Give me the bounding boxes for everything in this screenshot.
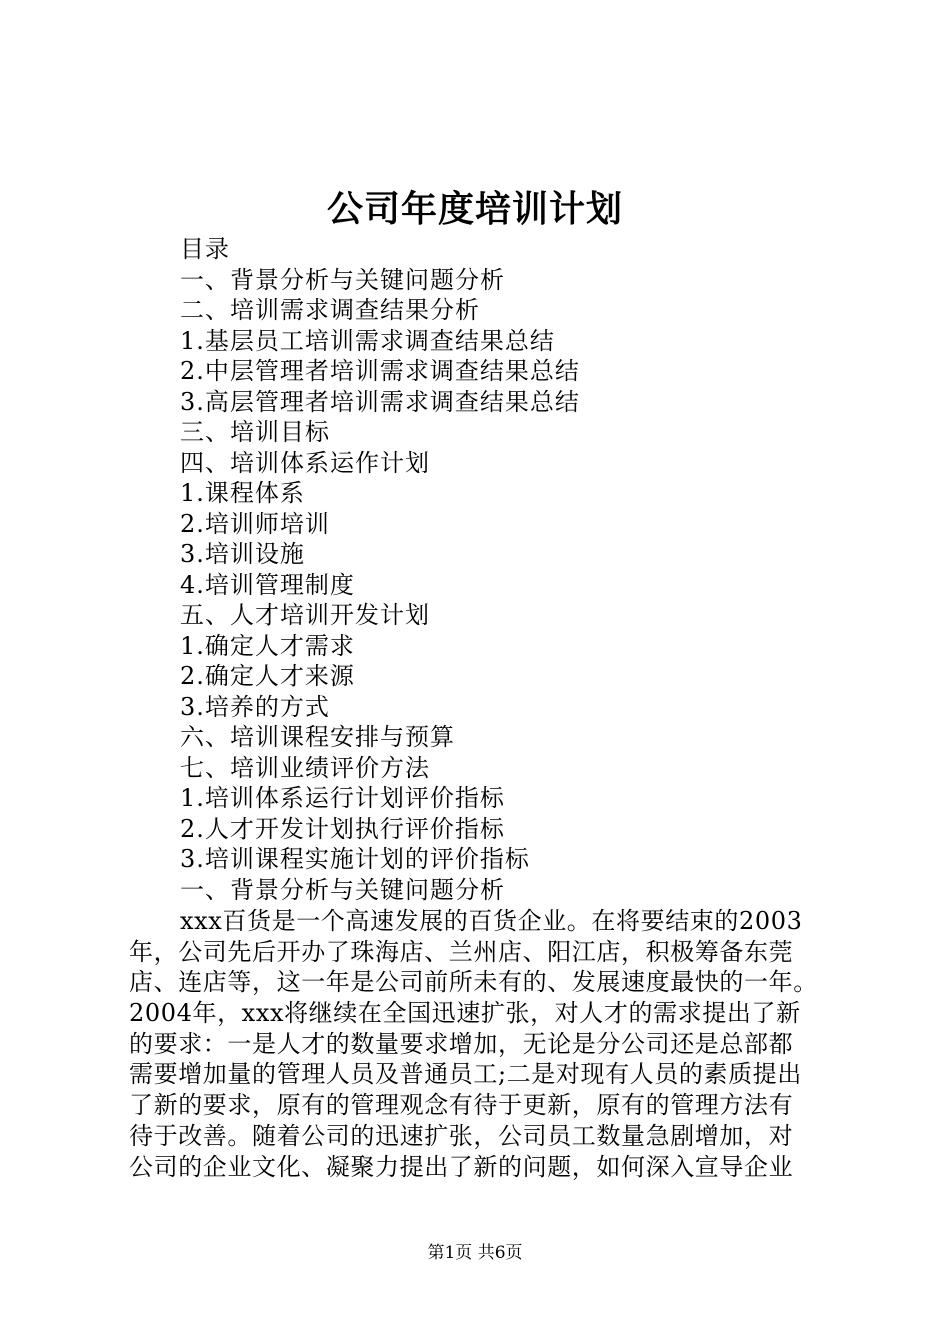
page-title: 公司年度培训计划 [326, 188, 623, 230]
paragraph-line: 2004年，xxx将继续在全国迅速扩张，对人才的需求提出了新 [129, 999, 801, 1028]
toc-item: 3.培养的方式 [180, 692, 330, 721]
toc-item: 1.确定人才需求 [180, 631, 355, 660]
toc-item: 1.课程体系 [180, 479, 305, 507]
body-paragraph [129, 906, 835, 1182]
toc-item: 2.人才开发计划执行评价指标 [180, 814, 505, 843]
toc-item: 3.高层管理者培训需求调查结果总结 [180, 387, 580, 416]
toc-item: 四、培训体系运作计划 [180, 448, 430, 477]
toc-item: 3.培训设施 [180, 540, 305, 568]
toc-item: 三、培训目标 [180, 418, 330, 446]
table-of-contents [180, 234, 580, 875]
paragraph-line: 的要求：一是人才的数量要求增加，无论是分公司还是总部都 [129, 1029, 794, 1058]
paragraph-line: 了新的要求，原有的管理观念有待于更新，原有的管理方法有 [129, 1091, 794, 1120]
toc-item: 3.培训课程实施计划的评价指标 [180, 845, 530, 873]
toc-item: 二、培训需求调查结果分析 [180, 296, 480, 324]
toc-item: 4.培训管理制度 [180, 570, 355, 599]
toc-item: 2.中层管理者培训需求调查结果总结 [180, 357, 580, 385]
paragraph-line: 年，公司先后开办了珠海店、兰州店、阳江店，积极筹备东莞 [129, 937, 794, 966]
paragraph-line: 待于改善。随着公司的迅速扩张，公司员工数量急剧增加，对 [129, 1121, 794, 1150]
toc-item: 六、培训课程安排与预算 [180, 723, 455, 751]
toc-item: 七、培训业绩评价方法 [180, 753, 430, 782]
paragraph-line: xxx百货是一个高速发展的百货企业。在将要结束的2003 [180, 907, 803, 935]
section-heading: 一、背景分析与关键问题分析 [180, 876, 505, 904]
toc-item: 2.确定人才来源 [180, 662, 355, 690]
toc-item: 目录 [180, 235, 230, 263]
toc-item: 1.基层员工培训需求调查结果总结 [180, 326, 555, 355]
toc-item: 2.培训师培训 [180, 509, 330, 538]
paragraph-line: 店、连店等，这一年是公司前所未有的、发展速度最快的一年。 [129, 968, 818, 997]
paragraph-line: 公司的企业文化、凝聚力提出了新的问题，如何深入宣导企业 [129, 1152, 794, 1181]
toc-item: 一、背景分析与关键问题分析 [180, 265, 505, 294]
page-footer: 第1页 共6页 [427, 1243, 523, 1263]
toc-item: 五、人才培训开发计划 [180, 601, 430, 629]
paragraph-line: 需要增加量的管理人员及普通员工;二是对现有人员的素质提出 [129, 1060, 802, 1089]
toc-item: 1.培训体系运行计划评价指标 [180, 784, 505, 812]
